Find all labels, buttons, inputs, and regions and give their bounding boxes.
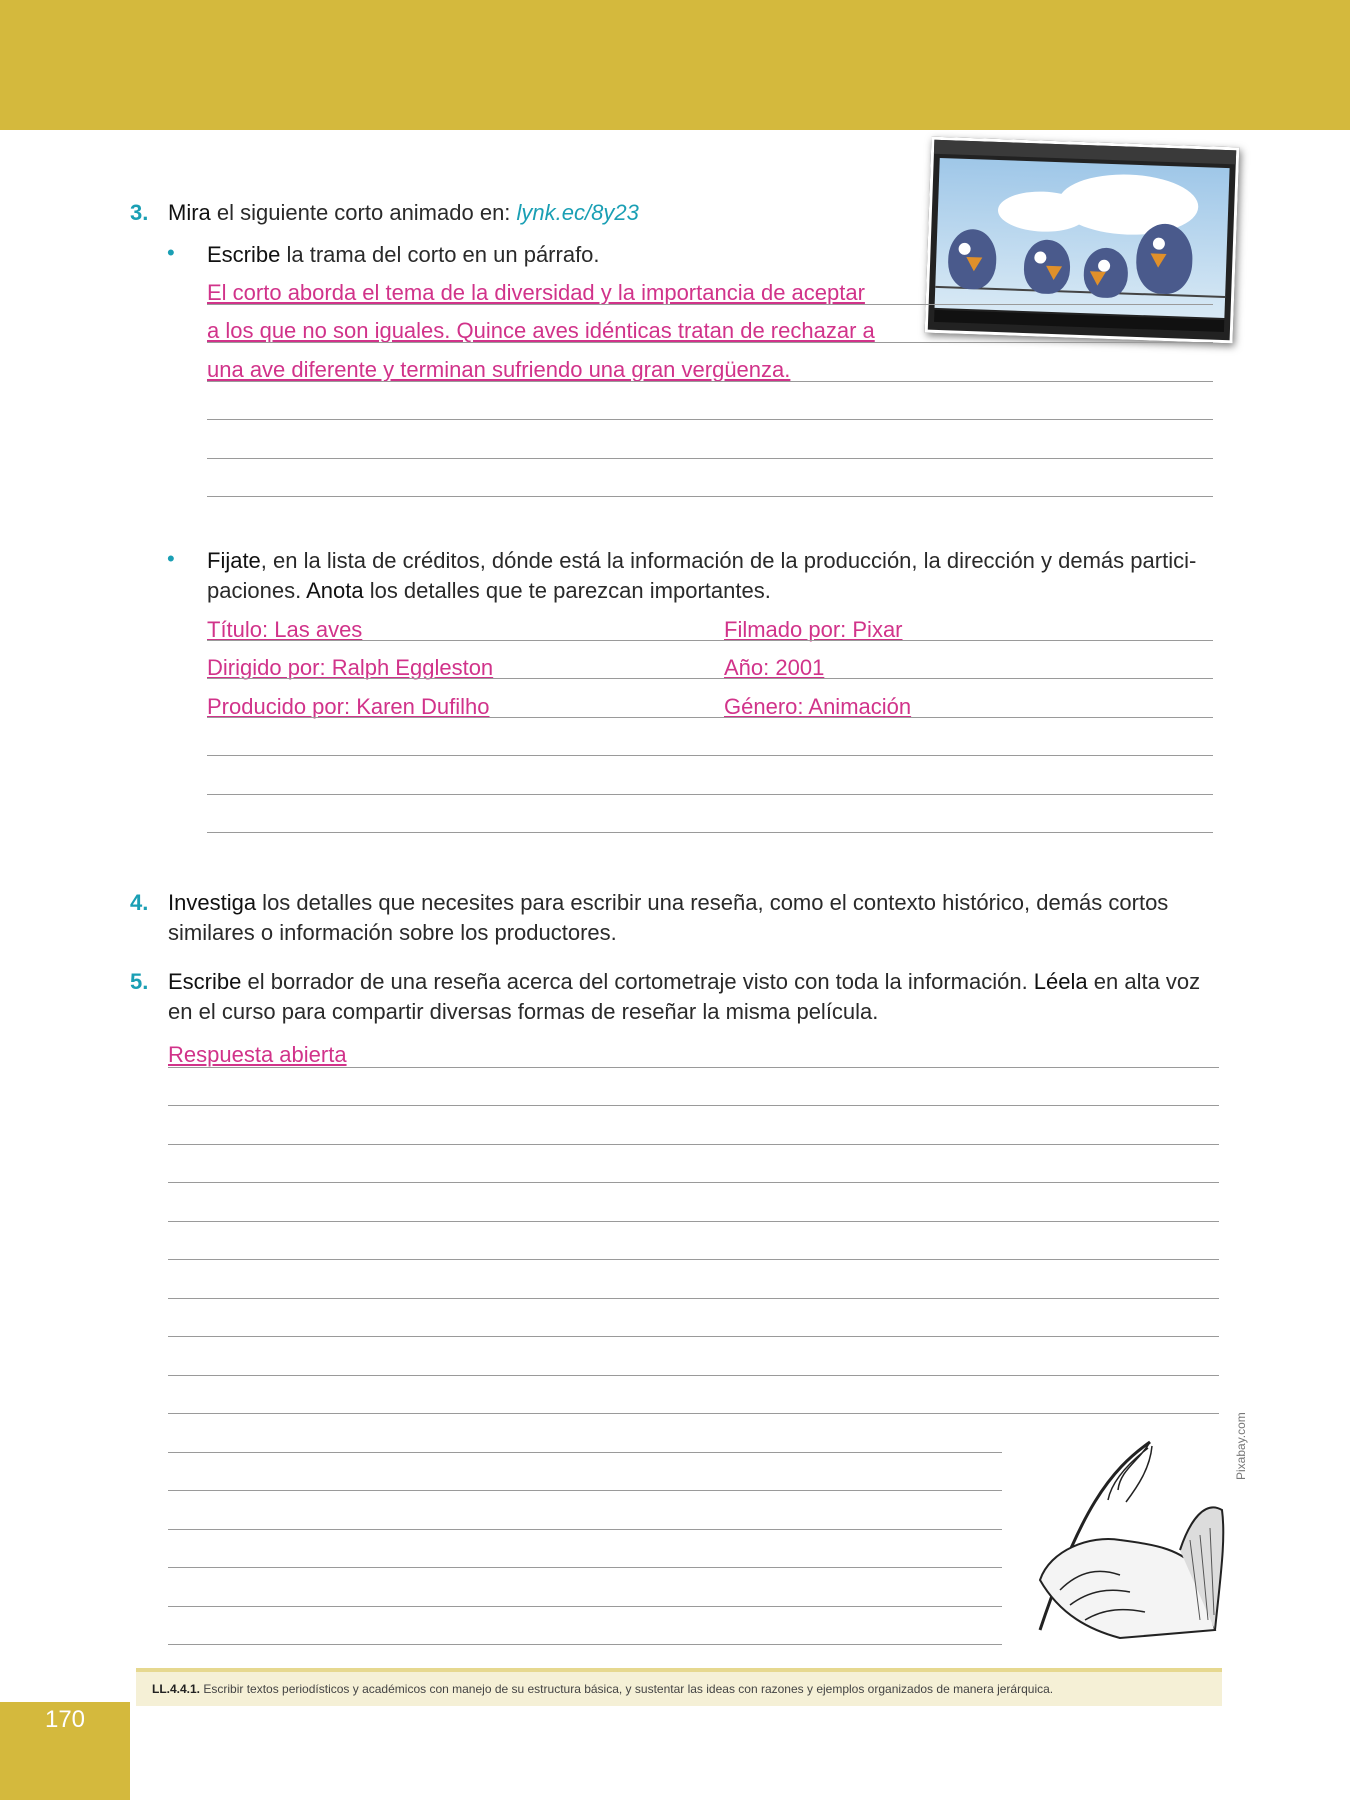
writing-line[interactable] bbox=[168, 1182, 1219, 1183]
writing-line[interactable] bbox=[207, 342, 1213, 343]
image-credit: Pixabay.com bbox=[1234, 1412, 1248, 1480]
bullet-credits bbox=[207, 546, 1223, 606]
curriculum-text: Escribir textos periodísticos y académicos con manejo de su estructura básica, y sustentar las ideas con razones y ejemplos organizados de manera jerárquica. bbox=[200, 1682, 1054, 1696]
question-verb: Léela bbox=[1033, 969, 1088, 994]
writing-line[interactable] bbox=[168, 1336, 1219, 1337]
question-text: similares o información sobre los productores. bbox=[168, 920, 617, 945]
writing-line[interactable] bbox=[168, 1567, 1002, 1568]
credit-studio: Filmado por: Pixar bbox=[724, 617, 903, 642]
writing-line[interactable] bbox=[207, 832, 1213, 833]
credit-year: Año: 2001 bbox=[724, 655, 825, 680]
credit-title: Título: Las aves bbox=[207, 617, 363, 642]
question-text: los detalles que necesites para escribir una reseña, como el contexto histórico, demás cortos bbox=[256, 890, 1169, 915]
page-number: 170 bbox=[44, 1706, 86, 1733]
answer-line-1: El corto aborda el tema de la diversidad y la importancia de aceptar bbox=[207, 280, 865, 305]
curriculum-code: LL.4.4.1. bbox=[152, 1682, 201, 1696]
question-3 bbox=[130, 198, 639, 228]
bullet-write-plot bbox=[207, 240, 600, 270]
question-text: el siguiente corto animado en: bbox=[210, 200, 517, 225]
answer-line-3: una ave diferente y terminan sufriendo una gran vergüenza. bbox=[207, 357, 791, 382]
writing-line[interactable] bbox=[168, 1221, 1219, 1222]
credit-producer: Producido por: Karen Dufilho bbox=[207, 694, 490, 719]
video-screenshot bbox=[925, 137, 1240, 344]
writing-line[interactable] bbox=[168, 1606, 1002, 1607]
curriculum-footer bbox=[136, 1672, 1222, 1706]
writing-line[interactable] bbox=[168, 1452, 1002, 1453]
writing-line[interactable] bbox=[207, 419, 1213, 420]
writing-line[interactable] bbox=[168, 1105, 1219, 1106]
writing-line[interactable] bbox=[207, 458, 1213, 459]
question-text: en el curso para compartir diversas formas de reseñar la misma película. bbox=[168, 999, 879, 1024]
writing-line[interactable] bbox=[168, 1413, 1219, 1414]
question-text: el borrador de una reseña acerca del cortometraje visto con toda la información. bbox=[241, 969, 1034, 994]
question-verb: Escribe bbox=[168, 969, 242, 994]
writing-line[interactable] bbox=[168, 1529, 1002, 1530]
question-verb: Mira bbox=[168, 200, 211, 225]
video-link[interactable]: lynk.ec/8y23 bbox=[516, 200, 639, 225]
question-number: 5. bbox=[130, 969, 149, 994]
bullet-text: los detalles que te parezcan importantes. bbox=[363, 578, 771, 603]
credit-genre: Género: Animación bbox=[724, 694, 912, 719]
question-number: 4. bbox=[130, 890, 149, 915]
quill-hand-illustration bbox=[1000, 1440, 1230, 1640]
bullet-verb: Escribe bbox=[207, 242, 281, 267]
open-answer: Respuesta abierta bbox=[168, 1042, 347, 1067]
bullet-verb: Fijate bbox=[207, 548, 261, 573]
writing-line[interactable] bbox=[207, 794, 1213, 795]
writing-line[interactable] bbox=[207, 381, 1213, 382]
answer-line-2: a los que no son iguales. Quince aves idénticas tratan de rechazar a bbox=[207, 318, 875, 343]
writing-line[interactable] bbox=[168, 1259, 1219, 1260]
writing-line[interactable] bbox=[207, 640, 1213, 641]
writing-line[interactable] bbox=[168, 1375, 1219, 1376]
question-4 bbox=[130, 888, 1223, 948]
writing-line[interactable] bbox=[168, 1644, 1002, 1645]
writing-line[interactable] bbox=[207, 755, 1213, 756]
writing-line[interactable] bbox=[207, 304, 1213, 305]
bullet-icon: • bbox=[167, 546, 175, 571]
question-verb: Investiga bbox=[168, 890, 257, 915]
bullet-text: la trama del corto en un párrafo. bbox=[280, 242, 600, 267]
writing-line[interactable] bbox=[168, 1144, 1219, 1145]
writing-line[interactable] bbox=[207, 678, 1213, 679]
writing-line[interactable] bbox=[168, 1490, 1002, 1491]
writing-line[interactable] bbox=[207, 717, 1213, 718]
question-number: 3. bbox=[130, 200, 149, 225]
writing-line[interactable] bbox=[168, 1067, 1219, 1068]
writing-line[interactable] bbox=[207, 496, 1213, 497]
bullet-text: , en la lista de créditos, dónde está la información de la producción, la dirección y demás partici- bbox=[260, 548, 1197, 573]
question-5 bbox=[130, 967, 1223, 1027]
credit-director: Dirigido por: Ralph Eggleston bbox=[207, 655, 494, 680]
header-band bbox=[0, 0, 1350, 130]
question-text: en alta voz bbox=[1087, 969, 1201, 994]
bullet-text: paciones. bbox=[207, 578, 307, 603]
bullet-icon: • bbox=[167, 240, 175, 265]
writing-line[interactable] bbox=[168, 1298, 1219, 1299]
bullet-verb: Anota bbox=[306, 578, 364, 603]
